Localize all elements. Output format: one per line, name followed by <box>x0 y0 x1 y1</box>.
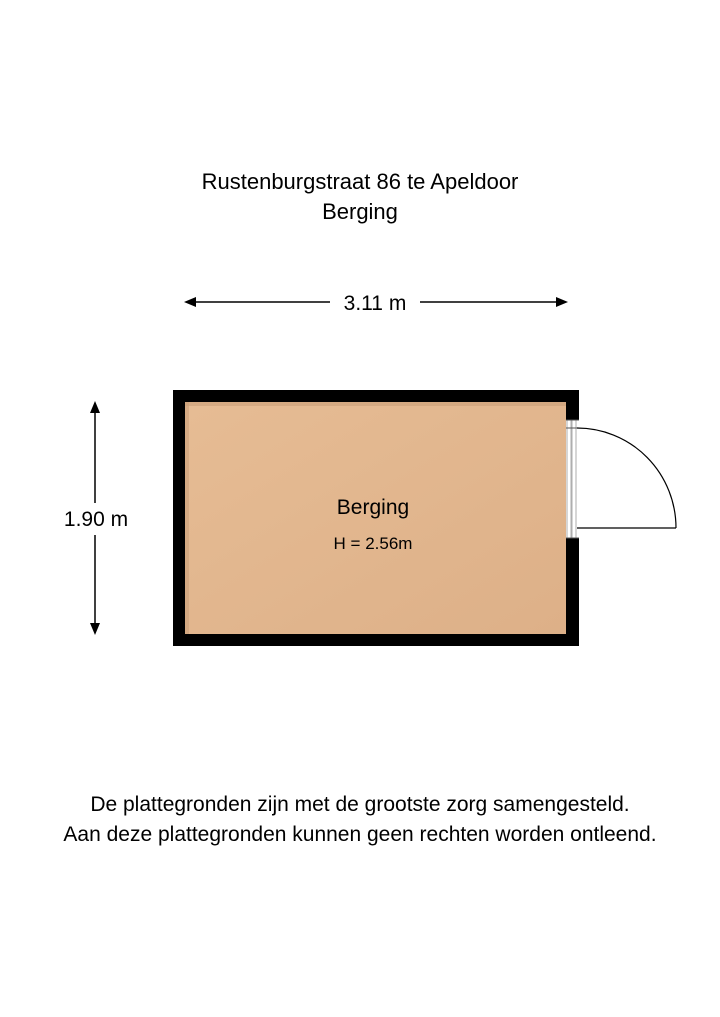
door-frame-inner <box>567 420 571 538</box>
arrow-down-icon <box>90 623 100 635</box>
floor-shadow-top <box>185 402 566 406</box>
floor-subtitle: Berging <box>322 199 398 224</box>
disclaimer-line-1: De plattegronden zijn met de grootste zorg samengesteld. <box>90 793 630 816</box>
arrow-up-icon <box>90 401 100 413</box>
width-label: 3.11 m <box>343 292 407 315</box>
door <box>566 420 676 538</box>
width-dimension <box>184 292 568 315</box>
arrow-left-icon <box>184 297 196 307</box>
arrow-right-icon <box>556 297 568 307</box>
depth-label: 1.90 m <box>63 508 129 531</box>
door-frame-outer <box>572 420 576 538</box>
disclaimer <box>0 790 720 850</box>
disclaimer-line-2: Aan deze plattegronden kunnen geen rechten worden ontleend. <box>63 823 657 846</box>
floor-shadow-left <box>185 402 189 634</box>
depth-dimension <box>64 401 128 635</box>
door-swing-arc <box>577 428 676 528</box>
address-title: Rustenburgstraat 86 te Apeldoor <box>201 169 519 194</box>
room-height-label: H = 2.56m <box>333 534 413 553</box>
room-name-label: Berging <box>336 496 410 519</box>
